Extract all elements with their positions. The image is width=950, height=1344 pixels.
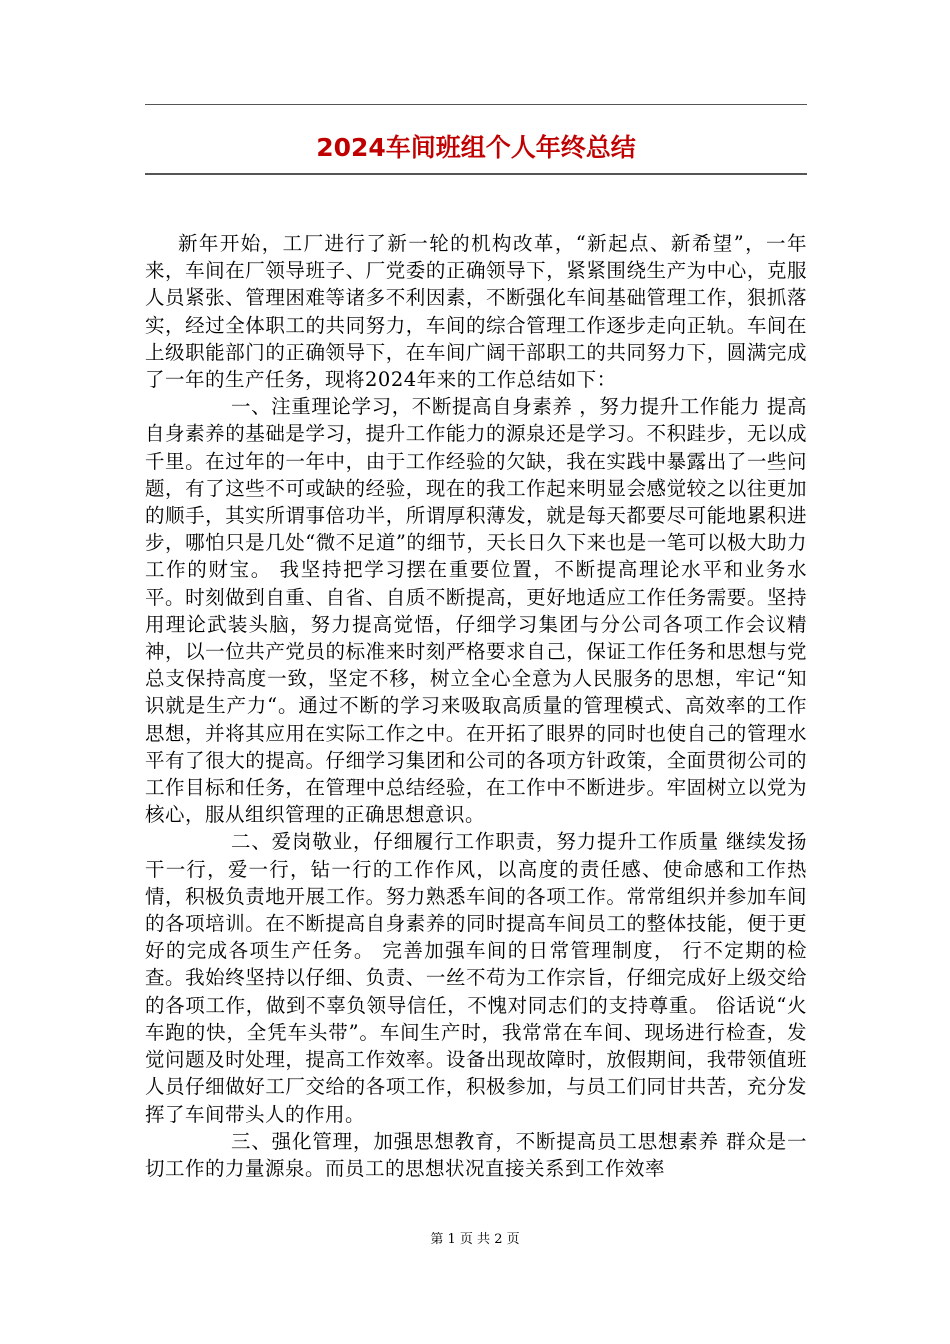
section-two-paragraph: 二、爱岗敬业，仔细履行工作职责，努力提升工作质量 继续发扬干一行，爱一行，钻一行的工作作风，以高度的责任感、使命感和工作热情，积极负责地开展工作。努力熟悉车间的各项工作。常常组织并参加车间的各项培训。在不断提高自身素养的同时提高车间员工的整体技能，便于更好的完成各项生产任务。 完善加强车间的日常管理制度， 行不定期的检查。我始终坚持以仔细、负责、一丝不苟为工作宗旨，仔细完成好上级交给的各项工作，做到不辜负领导信任，不愧对同志们的支持尊重。 俗话说“火车跑的快，全凭车头带”。车间生产时，我常常在车间、现场进行检查，发觉问题及时处理，提高工作效率。设备出现故障时，放假期间，我带领值班人员仔细做好工厂交给的各项工作，积极参加，与员工们同甘共苦，充分发挥了车间带头人的作用。 xyxy=(145,830,807,1126)
document-title: 2024车间班组个人年终总结 xyxy=(316,133,636,162)
header-rule xyxy=(145,104,807,105)
section-one-paragraph: 一、注重理论学习，不断提高自身素养 ，努力提升工作能力 提高自身素养的基础是学习，提升工作能力的源泉还是学习。不积跬步，无以成千里。在过年的一年中，由于工作经验的欠缺，我在实践中暴露出了一些问题，有了这些不可或缺的经验，现在的我工作起来明显会感觉较之以往更加的顺手，其实所谓事倍功半，所谓厚积薄发，就是每天都要尽可能地累积进步，哪怕只是几处“微不足道”的细节，天长日久下来也是一笔可以极大助力工作的财宝。 我坚持把学习摆在重要位置，不断提高理论水平和业务水平。时刻做到自重、自省、自质不断提高，更好地适应工作任务需要。坚持用理论武装头脑，努力提高觉悟，仔细学习集团与分公司各项工作会议精神，以一位共产党员的标准来时刻严格要求自己，保证工作任务和思想与党总支保持高度一致，坚定不移，树立全心全意为人民服务的思想，牢记“知识就是生产力“。通过不断的学习来吸取高质量的管理模式、高效率的工作思想，并将其应用在实际工作之中。在开拓了眼界的同时也使自己的管理水平有了很大的提高。仔细学习集团和公司的各项方针政策，全面贯彻公司的工作目标和任务，在管理中总结经验，在工作中不断进步。牢固树立以党为核心，服从组织管理的正确思想意识。 xyxy=(145,395,807,827)
document-body xyxy=(145,230,807,1182)
section-three-paragraph: 三、强化管理，加强思想教育，不断提高员工思想素养 群众是一切工作的力量源泉。而员工的思想状况直接关系到工作效率 xyxy=(145,1129,807,1180)
intro-paragraph: 新年开始，工厂进行了新一轮的机构改革，“新起点、新希望”，一年来，车间在厂领导班子、厂党委的正确领导下，紧紧围绕生产为中心，克服人员紧张、管理困难等诸多不利因素，不断强化车间基础管理工作，狠抓落实，经过全体职工的共同努力，车间的综合管理工作逐步走向正轨。车间在上级职能部门的正确领导下，在车间广阔干部职工的共同努力下，圆满完成了一年的生产任务，现将2024年来的工作总结如下： xyxy=(145,232,807,392)
page-number-footer: 第 1 页 共 2 页 xyxy=(430,1232,520,1247)
title-underline xyxy=(145,173,807,175)
